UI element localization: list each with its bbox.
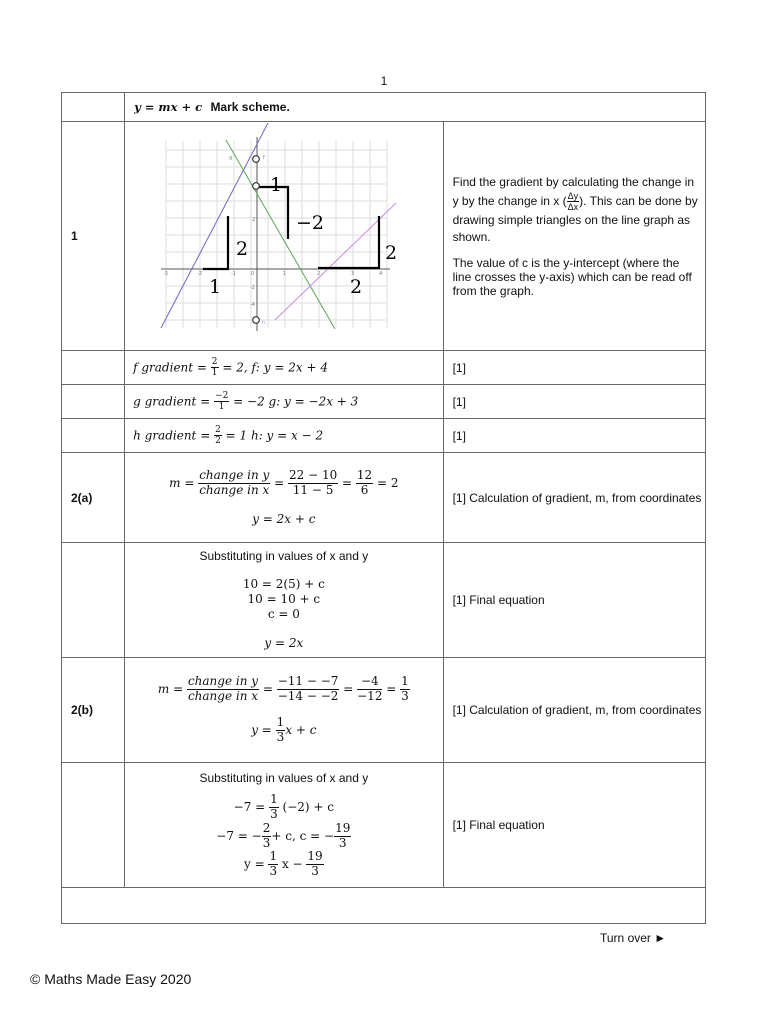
tick-x-m2: -2	[197, 270, 203, 277]
q1-graph	[125, 123, 441, 350]
triangle-label-h-run: 2	[350, 275, 363, 298]
triangle-label-h-rise: 2	[385, 241, 398, 264]
empty-row	[62, 888, 706, 924]
q1-graph-cell	[125, 122, 443, 351]
header-row	[62, 93, 706, 122]
tick-x-3: 3	[351, 270, 355, 277]
q1-g-row	[62, 385, 706, 419]
q2b-gradient: m = $\frac{\text{change in y}}{\text{change in x}}$ = $\frac{-11 - -7}{-14 - -2}$ = $\frac{-4}{-12}$ = $\frac{1}{3}$ y = $\frac{1}{3}$ x + c	[125, 658, 443, 763]
h-mark: [1]	[443, 419, 705, 453]
tick-y-m4: -4	[250, 301, 256, 308]
tick-x-1: 1	[283, 270, 287, 277]
q1-row	[62, 122, 706, 351]
q2b-sub-line-2: −7 = − $\frac{2}{3}$ + c, c = − $\frac{19}{3}$	[216, 820, 351, 850]
q2a-gradient-row	[62, 453, 706, 543]
q2a-sub-line-1: 10 = 2(5) + c	[242, 577, 325, 591]
intercept-f	[253, 155, 260, 162]
q1-explanation	[443, 122, 705, 351]
graph-gridlines	[166, 141, 387, 328]
line-label-f: f	[263, 154, 265, 161]
mark-scheme-table	[61, 92, 706, 924]
line-label-g: g	[229, 154, 233, 161]
header-equation: y = mx + c	[134, 100, 203, 114]
q2a-line-eq: y = 2x + c	[252, 511, 316, 526]
graph-axes	[161, 137, 390, 331]
q2b-substitution-row	[62, 763, 706, 888]
q2a-sub-line-3: c = 0	[267, 607, 300, 621]
triangle-label-g-run: 1	[270, 173, 283, 196]
tick-y-2: 2	[252, 216, 256, 223]
f-mark: [1]	[443, 351, 705, 385]
q2b-sub-heading: Substituting in values of x and y	[199, 771, 369, 786]
h-gradient: h gradient = $\frac{2}{2}$ = 1 h: y = x − 2	[125, 419, 443, 453]
q2b-sub-line-1: −7 = $\frac{1}{3}$ (−2) + c	[233, 792, 334, 821]
q2a-mark1: [1] Calculation of gradient, m, from coordinates	[443, 453, 705, 543]
q1-explanation-p1: Find the gradient by calculating the change in y by the change in x ( $\frac{\Delta y}{\Delta x}$ ). This can be done by drawing simple triangles on the line graph as shown.	[452, 174, 698, 245]
q2a-final: y = 2x	[264, 636, 304, 650]
q2b-line-eq: y = $\frac{1}{3}$ x + c	[251, 715, 317, 744]
triangle-label-f-rise: 2	[236, 237, 249, 260]
q1-f-row	[62, 351, 706, 385]
q2a-substitution-row	[62, 543, 706, 658]
tick-y-m2: -2	[250, 284, 256, 291]
tick-x-2: 2	[317, 270, 321, 277]
triangle-labels	[209, 174, 397, 298]
q2a-label: 2(a)	[62, 453, 125, 543]
header-title: Mark scheme.	[210, 100, 290, 114]
q1-explanation-p2: The value of c is the y-intercept (where the line crosses the y-axis) which can be read off from the graph.	[452, 256, 692, 299]
q2b-gradient-row	[62, 658, 706, 763]
q2b-sub-line-3: y = $\frac{1}{3}$ x − $\frac{19}{3}$	[243, 849, 323, 879]
q2a-sub-line-2: 10 = 10 + c	[247, 592, 321, 606]
tick-x-m3: -3	[163, 270, 169, 277]
tick-origin: 0	[251, 270, 255, 277]
q2a-gradient: m = $\frac{\text{change in y}}{\text{change in x}}$ = $\frac{22 - 10}{11 - 5}$ = $\frac{12}{6}$ = 2 y = 2x + c	[125, 453, 443, 543]
copyright: © Maths Made Easy 2020	[30, 971, 192, 987]
g-mark: [1]	[443, 385, 705, 419]
page-number: 1	[380, 74, 388, 88]
tick-x-m1: -1	[231, 270, 237, 277]
g-gradient: g gradient = $\frac{-2}{1}$ = −2 g: y = −2x + 3	[125, 385, 443, 419]
q2b-mark1: [1] Calculation of gradient, m, from coordinates	[443, 658, 705, 763]
q1-h-row	[62, 419, 706, 453]
intercept-markers	[253, 155, 260, 323]
q2b-mark2: [1] Final equation	[443, 763, 705, 888]
delta-fraction: $\frac{\Delta y}{\Delta x}$	[567, 190, 579, 212]
triangle-label-g-rise: −2	[296, 211, 325, 234]
tick-x-4: 4	[379, 270, 383, 277]
q2a-sub-heading: Substituting in values of x and y	[199, 549, 369, 563]
intercept-h	[253, 316, 260, 323]
q2a-mark2: [1] Final equation	[443, 543, 705, 658]
line-label-h: h	[262, 319, 266, 326]
q2b-substitution	[125, 763, 443, 888]
q2a-substitution	[125, 543, 443, 658]
intercept-g	[253, 182, 260, 189]
turn-over: Turn over ►	[600, 931, 667, 945]
triangle-label-f-run: 1	[209, 275, 222, 298]
f-gradient: f gradient = $\frac{2}{1}$ = 2, f: y = 2x + 4	[125, 351, 443, 385]
q2b-label: 2(b)	[62, 658, 125, 763]
q1-label: 1	[62, 122, 125, 351]
